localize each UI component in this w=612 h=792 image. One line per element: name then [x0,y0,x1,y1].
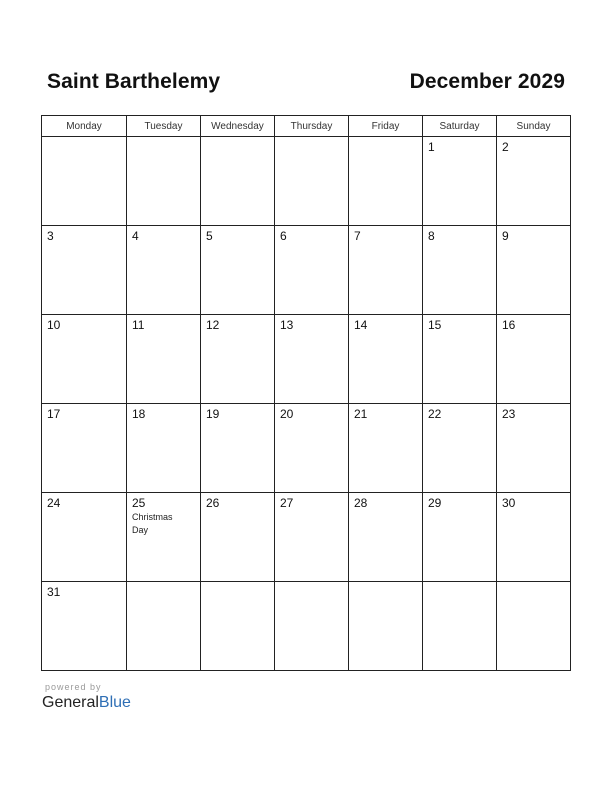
weekday-header: Thursday [275,116,349,137]
day-cell [42,493,127,582]
day-cell [349,137,423,226]
day-cell [201,226,275,315]
powered-by-label: powered by [45,682,102,692]
day-number: 27 [280,496,294,510]
weekday-header-row [42,116,571,137]
day-number: 29 [428,496,442,510]
day-number: 31 [47,585,61,599]
day-cell [127,226,201,315]
day-cell [423,226,497,315]
day-cell-holiday [127,493,201,582]
week-row [42,315,571,404]
day-cell [201,493,275,582]
calendar-month-title: December 2029 [409,70,565,93]
week-row [42,137,571,226]
day-cell [349,404,423,493]
day-number: 6 [280,229,287,243]
week-row [42,404,571,493]
day-number: 24 [47,496,61,510]
day-cell [127,315,201,404]
day-cell [127,404,201,493]
day-number: 4 [132,229,139,243]
day-cell [497,315,571,404]
day-number: 22 [428,407,442,421]
day-number: 9 [502,229,509,243]
day-number [127,582,200,585]
day-number: 15 [428,318,442,332]
day-cell [127,137,201,226]
day-cell [275,315,349,404]
day-cell [423,137,497,226]
weekday-header: Tuesday [127,116,201,137]
day-cell [423,315,497,404]
week-row [42,226,571,315]
day-cell [127,582,201,671]
day-cell [275,137,349,226]
day-cell [42,404,127,493]
day-cell [201,137,275,226]
day-number: 8 [428,229,435,243]
day-cell [201,315,275,404]
day-number: 26 [206,496,220,510]
calendar-country-title: Saint Barthelemy [47,70,221,93]
day-cell [349,226,423,315]
day-cell [349,315,423,404]
day-number [275,137,348,140]
day-number: 1 [428,140,435,154]
day-cell [42,226,127,315]
day-cell [423,582,497,671]
day-number: 18 [132,407,146,421]
day-number [497,582,570,585]
day-cell [497,493,571,582]
day-number [201,582,274,585]
day-number: 5 [206,229,213,243]
day-number [42,137,126,140]
day-cell [275,226,349,315]
weekday-header: Friday [349,116,423,137]
day-cell [497,137,571,226]
day-number: 11 [132,318,145,332]
weekday-header: Sunday [497,116,571,137]
weekday-header: Wednesday [201,116,275,137]
week-row [42,582,571,671]
day-number [349,582,422,585]
day-number: 21 [354,407,368,421]
day-cell [201,582,275,671]
day-number: 2 [502,140,509,154]
day-number [275,582,348,585]
day-cell [201,404,275,493]
day-number: 16 [502,318,516,332]
day-cell [423,404,497,493]
day-cell [497,582,571,671]
day-number: 10 [47,318,61,332]
day-number [127,137,200,140]
day-number: 14 [354,318,368,332]
day-number: 20 [280,407,294,421]
day-cell [423,493,497,582]
day-number: 23 [502,407,516,421]
day-number [423,582,496,585]
weekday-header: Monday [42,116,127,137]
day-number: 25 [132,496,146,510]
day-number: 17 [47,407,61,421]
holiday-label: Christmas Day [132,512,173,535]
weekday-header: Saturday [423,116,497,137]
day-number [201,137,274,140]
day-number: 3 [47,229,54,243]
week-row [42,493,571,582]
day-cell [275,404,349,493]
day-number: 28 [354,496,368,510]
day-cell [275,493,349,582]
calendar-grid [41,115,571,671]
day-number: 13 [280,318,294,332]
day-number: 7 [354,229,361,243]
day-number: 12 [206,318,220,332]
day-number: 19 [206,407,220,421]
day-number [349,137,422,140]
day-cell [42,137,127,226]
day-cell [497,404,571,493]
day-cell [42,582,127,671]
day-cell [275,582,349,671]
day-cell [349,582,423,671]
brand-name-part1: General [42,694,99,711]
day-cell [349,493,423,582]
generalblue-logo[interactable] [42,694,131,712]
day-cell [42,315,127,404]
day-cell [497,226,571,315]
day-number: 30 [502,496,516,510]
brand-name-part2: Blue [98,694,131,711]
